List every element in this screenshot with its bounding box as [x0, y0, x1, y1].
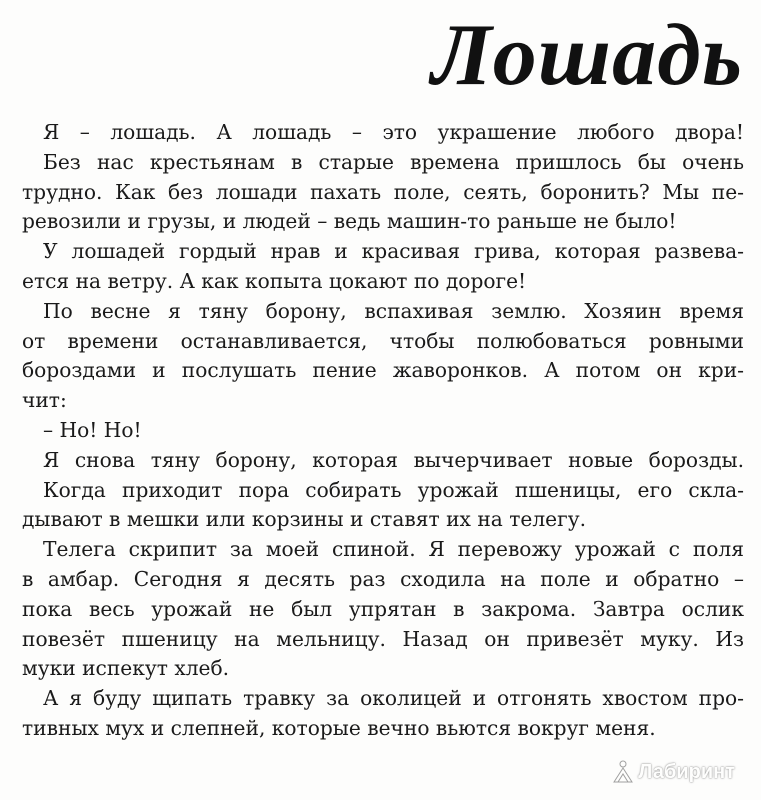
text-line: А я буду щипать травку за околицей и отгонять хвостом про-	[43, 686, 744, 711]
labyrinth-watermark	[610, 760, 735, 784]
text-line: Я – лошадь. А лошадь – это украшение любого двора!	[43, 120, 744, 144]
text-line: пока весь урожай не был упрятан в закрома. Завтра ослик	[22, 596, 744, 621]
page-title: Лошадь	[431, 7, 743, 104]
text-line: муки испекут хлеб.	[22, 656, 230, 681]
labyrinth-logo-icon	[610, 760, 636, 784]
text-line: У лошадей гордый нрав и красивая грива, которая развева-	[43, 239, 744, 264]
text-line: ется на ветру. А как копыта цокают по дороге!	[22, 268, 527, 293]
text-line: чит:	[22, 388, 67, 413]
text-line: По весне я тяну борону, вспахивая землю. Хозяин время	[43, 298, 744, 323]
story-text	[22, 118, 744, 744]
text-line: повезёт пшеницу на мельницу. Назад он привезёт муку. Из	[22, 626, 744, 651]
text-line: дывают в мешки или корзины и ставят их на телегу.	[22, 507, 586, 532]
text-line: тивных мух и слепней, которые вечно вьются вокруг меня.	[22, 715, 656, 740]
text-line: трудно. Как без лошади пахать поле, сеять, боронить? Мы пе-	[22, 179, 744, 204]
text-line: бороздами и послушать пение жаворонков. А потом он кри-	[22, 358, 744, 383]
text-line: от времени останавливается, чтобы полюбоваться ровными	[22, 328, 744, 353]
text-line: Без нас крестьянам в старые времена пришлось бы очень	[43, 149, 744, 174]
text-line: Я снова тяну борону, которая вычерчивает новые борозды.	[43, 447, 744, 472]
text-line: Когда приходит пора собирать урожай пшеницы, его скла-	[43, 477, 744, 502]
text-line: ревозили и грузы, и людей – ведь машин-то раньше не было!	[22, 209, 677, 234]
watermark-text: Лабиринт	[638, 760, 735, 783]
text-line: в амбар. Сегодня я десять раз сходила на поле и обратно –	[22, 566, 744, 591]
text-line: – Но! Но!	[43, 417, 142, 442]
text-line: Телега скрипит за моей спиной. Я перевожу урожай с поля	[43, 537, 744, 562]
